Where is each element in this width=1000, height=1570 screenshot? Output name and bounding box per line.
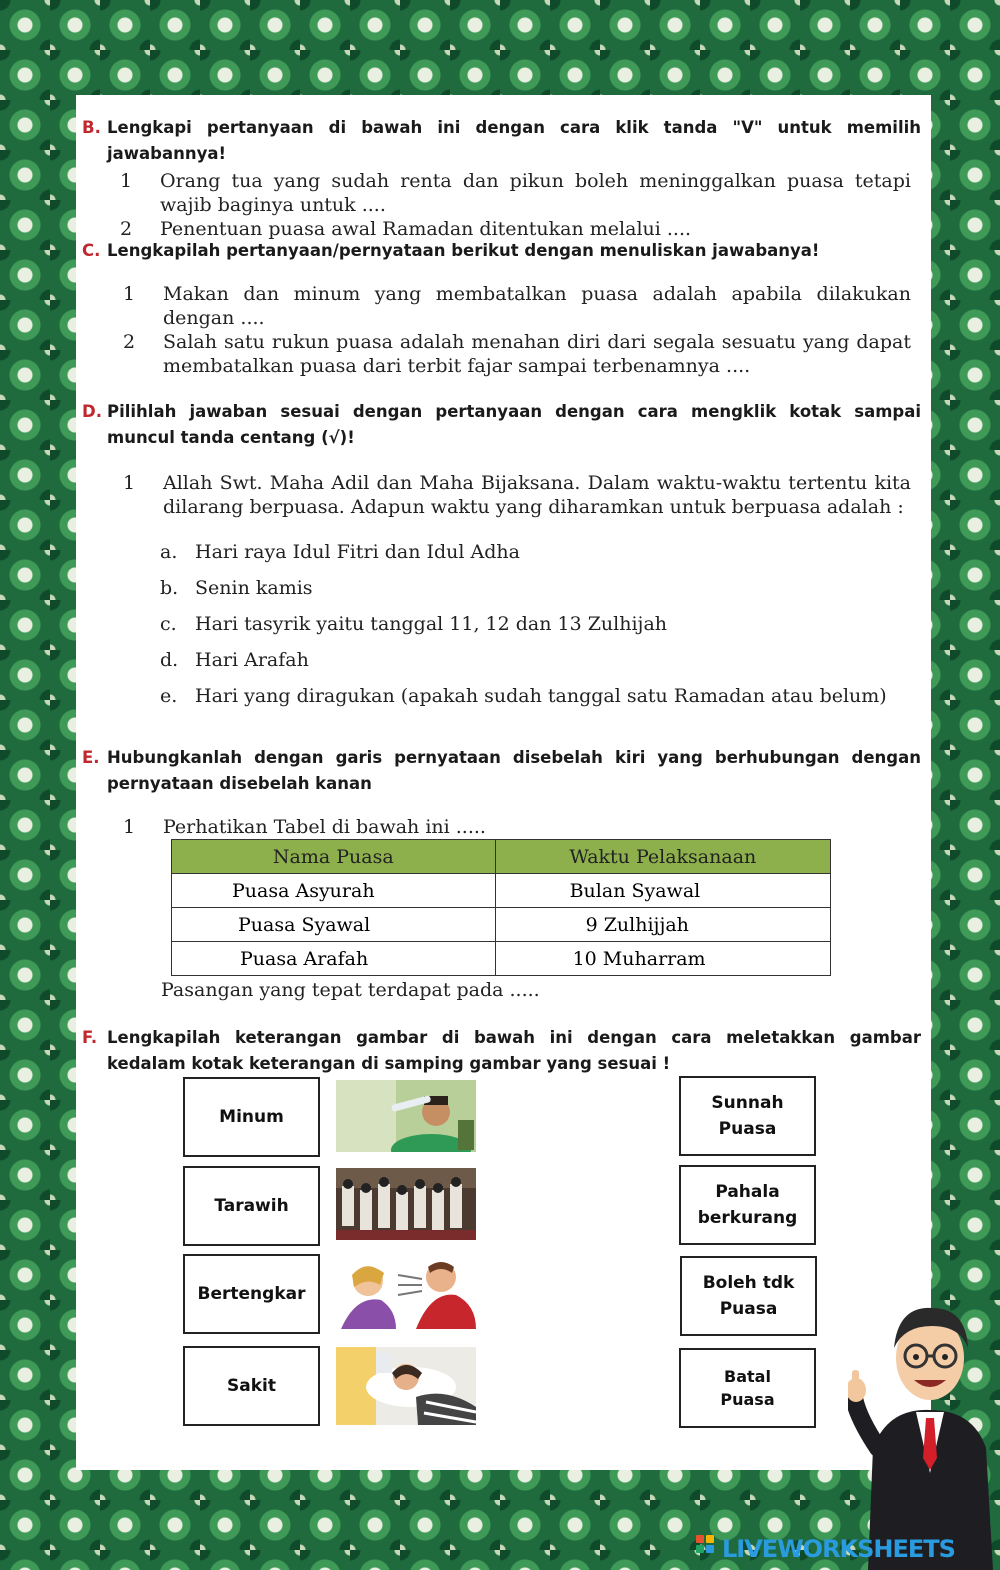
section-letter: F. [82, 1028, 98, 1047]
question-number: 1 [123, 816, 136, 838]
section-instruction: Lengkapilah pertanyaan/pernyataan berikut dengan menuliskan jawabanya! [107, 241, 820, 260]
option-letter: d. [160, 649, 179, 671]
section-instruction: Hubungkanlah dengan garis pernyataan disebelah kiri yang berhubungan dengan pernyataan disebelah kanan [107, 748, 921, 793]
box-label: Minum [219, 1107, 284, 1127]
label-box-sunnah-puasa[interactable] [679, 1076, 816, 1156]
section-f-heading [76, 1025, 931, 1077]
table-cell: Bulan Syawal [495, 874, 830, 908]
table-header: Waktu Pelaksanaan [495, 840, 830, 874]
section-letter: B. [82, 118, 101, 137]
label-box-batal-puasa[interactable] [679, 1348, 816, 1428]
box-label-line: Sunnah [711, 1093, 784, 1113]
option-text: Senin kamis [195, 577, 313, 599]
question-item [76, 282, 931, 330]
question-text: Penentuan puasa awal Ramadan ditentukan melalui .... [160, 218, 692, 240]
question-number: 1 [120, 170, 133, 192]
table-row [172, 874, 831, 908]
arguing-people-picture[interactable] [336, 1255, 476, 1329]
box-label-line: Boleh tdk [702, 1273, 795, 1293]
table-row [172, 908, 831, 942]
box-label-line: Puasa [720, 1390, 775, 1409]
teacher-cartoon [848, 1298, 1000, 1570]
question-text: Salah satu rukun puasa adalah menahan diri dari segala sesuatu yang dapat membatalkan puasa dari terbit fajar sampai terbenamnya .... [163, 331, 911, 377]
box-label [711, 1090, 783, 1142]
question-item [76, 471, 931, 519]
section-letter: E. [82, 748, 100, 767]
box-label [698, 1179, 798, 1231]
section-c-heading [76, 238, 931, 264]
section-letter: C. [82, 241, 101, 260]
question-item [76, 330, 931, 378]
fasting-table [171, 839, 831, 976]
label-box-tarawih[interactable] [183, 1166, 320, 1246]
question-number: 2 [120, 218, 133, 240]
option-text: Hari raya Idul Fitri dan Idul Adha [195, 541, 520, 563]
worksheet-panel [76, 95, 931, 1470]
box-label-line: Pahala [715, 1182, 780, 1202]
option-letter: a. [160, 541, 178, 563]
table-cell: Puasa Asyurah [172, 874, 496, 908]
answer-option-d[interactable] [160, 649, 309, 671]
question-text: Makan dan minum yang membatalkan puasa adalah apabila dilakukan dengan .... [163, 283, 911, 329]
option-text: Hari tasyrik yaitu tanggal 11, 12 dan 13 Zulhijah [195, 613, 668, 635]
table-cell: 10 Muharram [495, 942, 830, 976]
box-label: Tarawih [214, 1196, 289, 1216]
label-box-bertengkar[interactable] [183, 1254, 320, 1334]
label-box-pahala-berkurang[interactable] [679, 1165, 816, 1245]
section-b [76, 115, 931, 241]
box-label [720, 1365, 774, 1411]
liveworksheets-logo-icon [696, 1535, 716, 1561]
box-label [703, 1270, 795, 1322]
option-text: Hari Arafah [195, 649, 309, 671]
table-header-row [172, 840, 831, 874]
section-e [76, 745, 931, 797]
section-d-heading [76, 399, 931, 451]
answer-option-e[interactable] [160, 685, 887, 707]
label-box-boleh-tdk-puasa[interactable] [680, 1256, 817, 1336]
table-cell: Puasa Arafah [172, 942, 496, 976]
box-label: Bertengkar [197, 1284, 306, 1304]
liveworksheets-brand[interactable]: LIVEWORKSHEETS [722, 1535, 955, 1563]
question-number: 2 [123, 331, 136, 353]
question-item [76, 169, 931, 217]
tarawih-prayer-picture[interactable] [336, 1168, 476, 1240]
section-d [76, 399, 931, 519]
section-instruction: Pilihlah jawaban sesuai dengan pertanyaan dengan cara mengklik kotak sampai muncul tanda centang (√)! [107, 402, 921, 447]
section-f [76, 1025, 931, 1077]
table-row [172, 942, 831, 976]
section-c [76, 238, 931, 378]
label-box-sakit[interactable] [183, 1346, 320, 1426]
table-cell: 9 Zulhijjah [495, 908, 830, 942]
sick-person-picture[interactable] [336, 1347, 476, 1425]
table-cell: Puasa Syawal [172, 908, 496, 942]
question-item [123, 815, 931, 839]
option-letter: e. [160, 685, 178, 707]
answer-option-a[interactable] [160, 541, 520, 563]
section-e-heading [76, 745, 931, 797]
answer-option-c[interactable] [160, 613, 667, 635]
box-label: Sakit [227, 1376, 276, 1396]
section-instruction: Lengkapilah keterangan gambar di bawah ini dengan cara meletakkan gambar kedalam kotak keterangan di samping gambar yang sesuai ! [107, 1028, 921, 1073]
question-number: 1 [123, 472, 136, 494]
section-letter: D. [82, 402, 102, 421]
option-text: Hari yang diragukan (apakah sudah tanggal satu Ramadan atau belum) [195, 685, 887, 707]
section-b-heading [76, 115, 931, 167]
answer-option-b[interactable] [160, 577, 313, 599]
box-label-line: Batal [724, 1367, 771, 1386]
answer-prompt: Pasangan yang tepat terdapat pada ..... [161, 979, 540, 1001]
box-label-line: Puasa [719, 1299, 778, 1319]
drinking-man-picture[interactable] [336, 1080, 476, 1152]
question-text: Orang tua yang sudah renta dan pikun boleh meninggalkan puasa tetapi wajib baginya untuk .... [160, 170, 911, 216]
option-letter: c. [160, 613, 177, 635]
box-label-line: berkurang [697, 1208, 798, 1228]
table-header: Nama Puasa [172, 840, 496, 874]
option-letter: b. [160, 577, 179, 599]
question-number: 1 [123, 283, 136, 305]
section-instruction: Lengkapi pertanyaan di bawah ini dengan cara klik tanda "V" untuk memilih jawabannya! [107, 118, 921, 163]
question-text: Allah Swt. Maha Adil dan Maha Bijaksana. Dalam waktu-waktu tertentu kita dilarang berpuasa. Adapun waktu yang diharamkan untuk berpuasa adalah : [163, 472, 911, 518]
label-box-minum[interactable] [183, 1077, 320, 1157]
question-text: Perhatikan Tabel di bawah ini ..... [163, 816, 486, 838]
box-label-line: Puasa [718, 1119, 777, 1139]
